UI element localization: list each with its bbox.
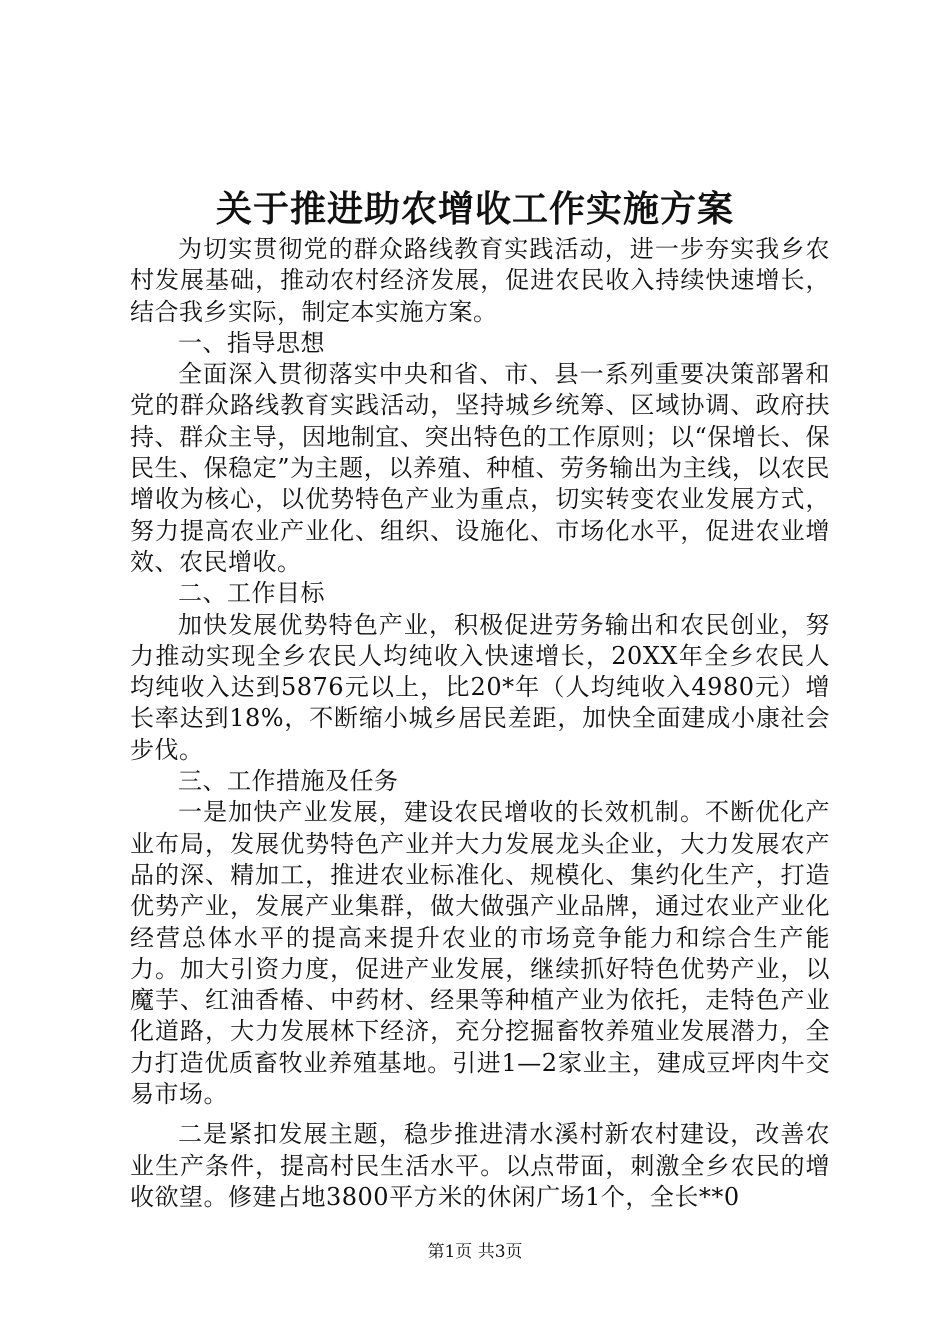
document-title: 关于推进助农增收工作实施方案 bbox=[215, 188, 734, 230]
intro-paragraph: 为切实贯彻党的群众路线教育实践活动，进一步夯实我乡农村发展基础，推动农村经济发展，促进农民收入持续快速增长，结合我乡实际，制定本实施方案。 bbox=[130, 235, 830, 326]
measure-one-paragraph: 一是加快产业发展，建设农民增收的长效机制。不断优化产业布局，发展优势特色产业并大力发展龙头企业，大力发展农产品的深、精加工，推进农业标准化、规模化、集约化生产，打造优势产业，发展产业集群，做大做强产业品牌，通过农业产业化经营总体水平的提高来提升农业的市场竞争能力和综合生产能力。加大引资力度，促进产业发展，继续抓好特色优势产业，以魔芋、红油香椿、中药材、经果等种植产业为依托，走特色产业化道路，大力发展林下经济，充分挖掘畜牧养殖业发展潜力，全力打造优质畜牧业养殖基地。引进1—2家业主，建成豆坪肉牛交易市场。 bbox=[130, 798, 830, 1109]
section-heading-work-goals: 二、工作目标 bbox=[178, 579, 325, 608]
section-heading-measures-tasks: 三、工作措施及任务 bbox=[178, 767, 399, 796]
page-number-footer: 第1页 共3页 bbox=[427, 1242, 523, 1262]
section-heading-guiding-ideology: 一、指导思想 bbox=[178, 328, 325, 357]
measure-two-paragraph: 二是紧扣发展主题，稳步推进清水溪村新农村建设，改善农业生产条件，提高村民生活水平。以点带面，刺激全乡农民的增收欲望。修建占地3800平方米的休闲广场1个，全长**0 bbox=[130, 1120, 830, 1211]
guiding-ideology-paragraph: 全面深入贯彻落实中央和省、市、县一系列重要决策部署和党的群众路线教育实践活动，坚持城乡统筹、区域协调、政府扶持、群众主导，因地制宜、突出特色的工作原则；以“保增长、保民生、保稳定”为主题，以养殖、种植、劳务输出为主线，以农民增收为核心，以优势特色产业为重点，切实转变农业发展方式，努力提高农业产业化、组织、设施化、市场化水平，促进农业增效、农民增收。 bbox=[130, 360, 830, 576]
work-goals-paragraph: 加快发展优势特色产业，积极促进劳务输出和农民创业，努力推动实现全乡农民人均纯收入快速增长，20XX年全乡农民人均纯收入达到5876元以上，比20*年（人均纯收入4980元）增长率达到18%，不断缩小城乡居民差距，加快全面建成小康社会步伐。 bbox=[130, 610, 830, 764]
document-body bbox=[130, 234, 830, 1213]
